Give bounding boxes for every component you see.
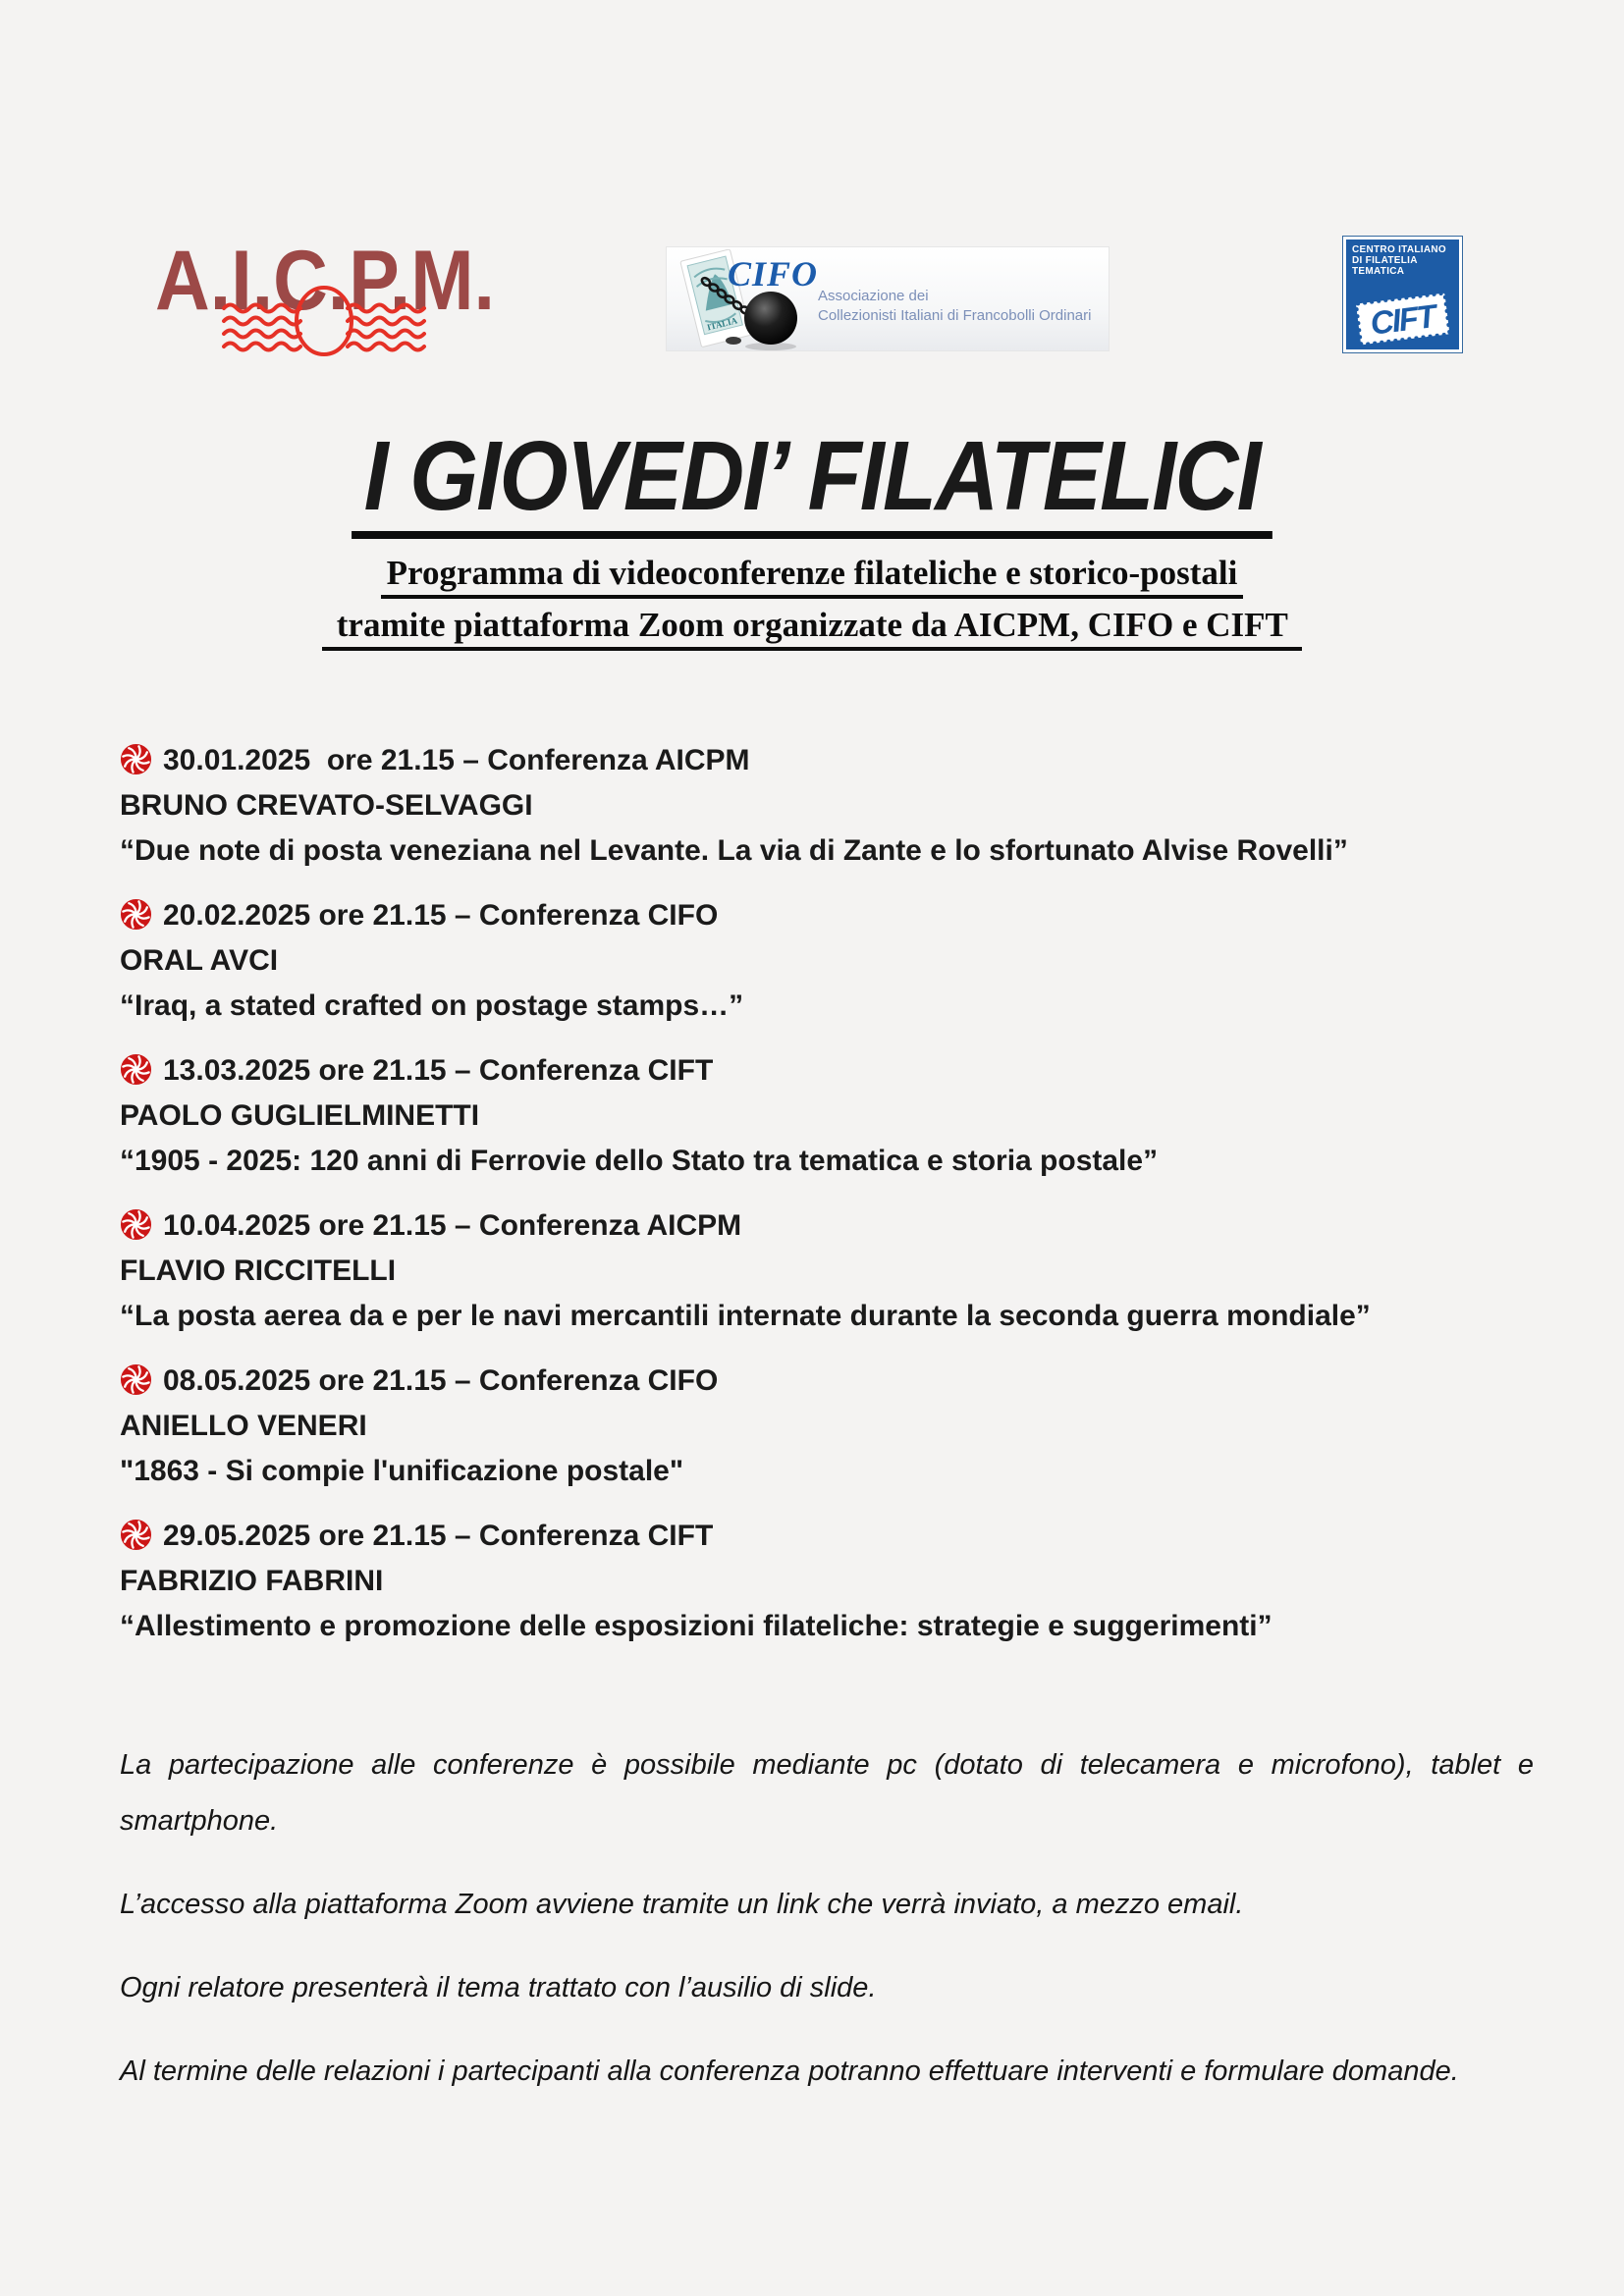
swirl-bullet-icon bbox=[120, 1208, 152, 1241]
event-header bbox=[120, 1203, 1371, 1249]
event-speaker: PAOLO GUGLIELMINETTI bbox=[120, 1099, 480, 1132]
aicpm-postmark-icon bbox=[155, 245, 499, 358]
event-date-line: 13.03.2025 ore 21.15 – Conferenza CIFT bbox=[163, 1054, 714, 1087]
notes-section bbox=[120, 1737, 1534, 2127]
events-list bbox=[120, 738, 1371, 1669]
event-date-line: 08.05.2025 ore 21.15 – Conferenza CIFO bbox=[163, 1364, 719, 1397]
event-header bbox=[120, 1514, 1371, 1559]
cift-caption-line2: DI FILATELIA bbox=[1352, 255, 1418, 266]
cifo-association-description bbox=[818, 287, 1091, 326]
cifo-logo-text: CIFO bbox=[728, 254, 819, 294]
event-item bbox=[120, 1359, 1371, 1494]
cift-caption-line3: TEMATICA bbox=[1352, 266, 1405, 277]
event-item bbox=[120, 1048, 1371, 1184]
event-date-line: 29.05.2025 ore 21.15 – Conferenza CIFT bbox=[163, 1520, 714, 1552]
event-speaker: ORAL AVCI bbox=[120, 944, 279, 977]
swirl-bullet-icon bbox=[120, 898, 152, 931]
aicpm-logo-text: A.I.C.P.M. bbox=[155, 245, 495, 328]
cifo-desc-line2: Collezionisti Italiani di Francobolli Ordinari bbox=[818, 307, 1092, 324]
event-title: “Iraq, a stated crafted on postage stamps…” bbox=[120, 989, 744, 1022]
stamp-country-text: ITALIA bbox=[706, 315, 738, 333]
page-subtitle bbox=[0, 547, 1624, 651]
event-speaker: ANIELLO VENERI bbox=[120, 1410, 367, 1442]
swirl-bullet-icon bbox=[120, 1053, 152, 1086]
cift-stamp-icon bbox=[1349, 287, 1456, 347]
event-title: “Allestimento e promozione delle esposizioni filateliche: strategie e suggerimenti” bbox=[120, 1610, 1272, 1642]
cifo-logo bbox=[666, 246, 1110, 351]
note-paragraph: L’accesso alla piattaforma Zoom avviene tramite un link che verrà inviato, a mezzo email. bbox=[120, 1889, 1244, 1920]
title-block bbox=[0, 421, 1624, 651]
event-header bbox=[120, 1359, 1371, 1404]
event-title: "1863 - Si compie l'unificazione postale" bbox=[120, 1455, 684, 1487]
event-item bbox=[120, 1514, 1371, 1649]
page-title: I GIOVEDI’ FILATELICI bbox=[0, 425, 1624, 539]
event-date-line: 20.02.2025 ore 21.15 – Conferenza CIFO bbox=[163, 899, 719, 932]
event-speaker: BRUNO CREVATO-SELVAGGI bbox=[120, 789, 533, 822]
swirl-bullet-icon bbox=[120, 1363, 152, 1396]
cift-logo-text: CIFT bbox=[1368, 297, 1436, 342]
event-item bbox=[120, 738, 1371, 874]
event-speaker: FABRIZIO FABRINI bbox=[120, 1565, 384, 1597]
event-header bbox=[120, 738, 1371, 783]
event-header bbox=[120, 1048, 1371, 1094]
event-item bbox=[120, 1203, 1371, 1339]
aicpm-logo bbox=[155, 245, 499, 358]
event-title: “1905 - 2025: 120 anni di Ferrovie dello Stato tra tematica e storia postale” bbox=[120, 1145, 1159, 1177]
event-header bbox=[120, 893, 1371, 938]
cifo-desc-line1: Associazione dei bbox=[818, 288, 929, 304]
cift-logo-caption bbox=[1346, 240, 1459, 277]
swirl-bullet-icon bbox=[120, 1519, 152, 1551]
event-title: “Due note di posta veneziana nel Levante. La via di Zante e lo sfortunato Alvise Rovelli” bbox=[120, 834, 1348, 867]
cift-logo bbox=[1343, 237, 1462, 352]
note-paragraph: Al termine delle relazioni i partecipanti alla conferenza potranno effettuare interventi e formulare domande. bbox=[120, 2056, 1459, 2087]
note-paragraph: La partecipazione alle conferenze è possibile mediante pc (dotato di telecamera e microfono), tablet e smartphone. bbox=[120, 1749, 1534, 1837]
event-date-line: 30.01.2025 ore 21.15 – Conferenza AICPM bbox=[163, 744, 750, 776]
subtitle-line2: tramite piattaforma Zoom organizzate da AICPM, CIFO e CIFT bbox=[322, 606, 1302, 651]
cift-caption-line1: CENTRO ITALIANO bbox=[1352, 244, 1446, 255]
event-date-line: 10.04.2025 ore 21.15 – Conferenza AICPM bbox=[163, 1209, 742, 1242]
note-paragraph: Ogni relatore presenterà il tema trattato con l’ausilio di slide. bbox=[120, 1972, 877, 2003]
swirl-bullet-icon bbox=[120, 743, 152, 775]
event-title: “La posta aerea da e per le navi mercantili internate durante la seconda guerra mondiale” bbox=[120, 1300, 1371, 1332]
event-item bbox=[120, 893, 1371, 1029]
subtitle-line1: Programma di videoconferenze filateliche e storico-postali bbox=[381, 554, 1244, 599]
event-speaker: FLAVIO RICCITELLI bbox=[120, 1255, 397, 1287]
